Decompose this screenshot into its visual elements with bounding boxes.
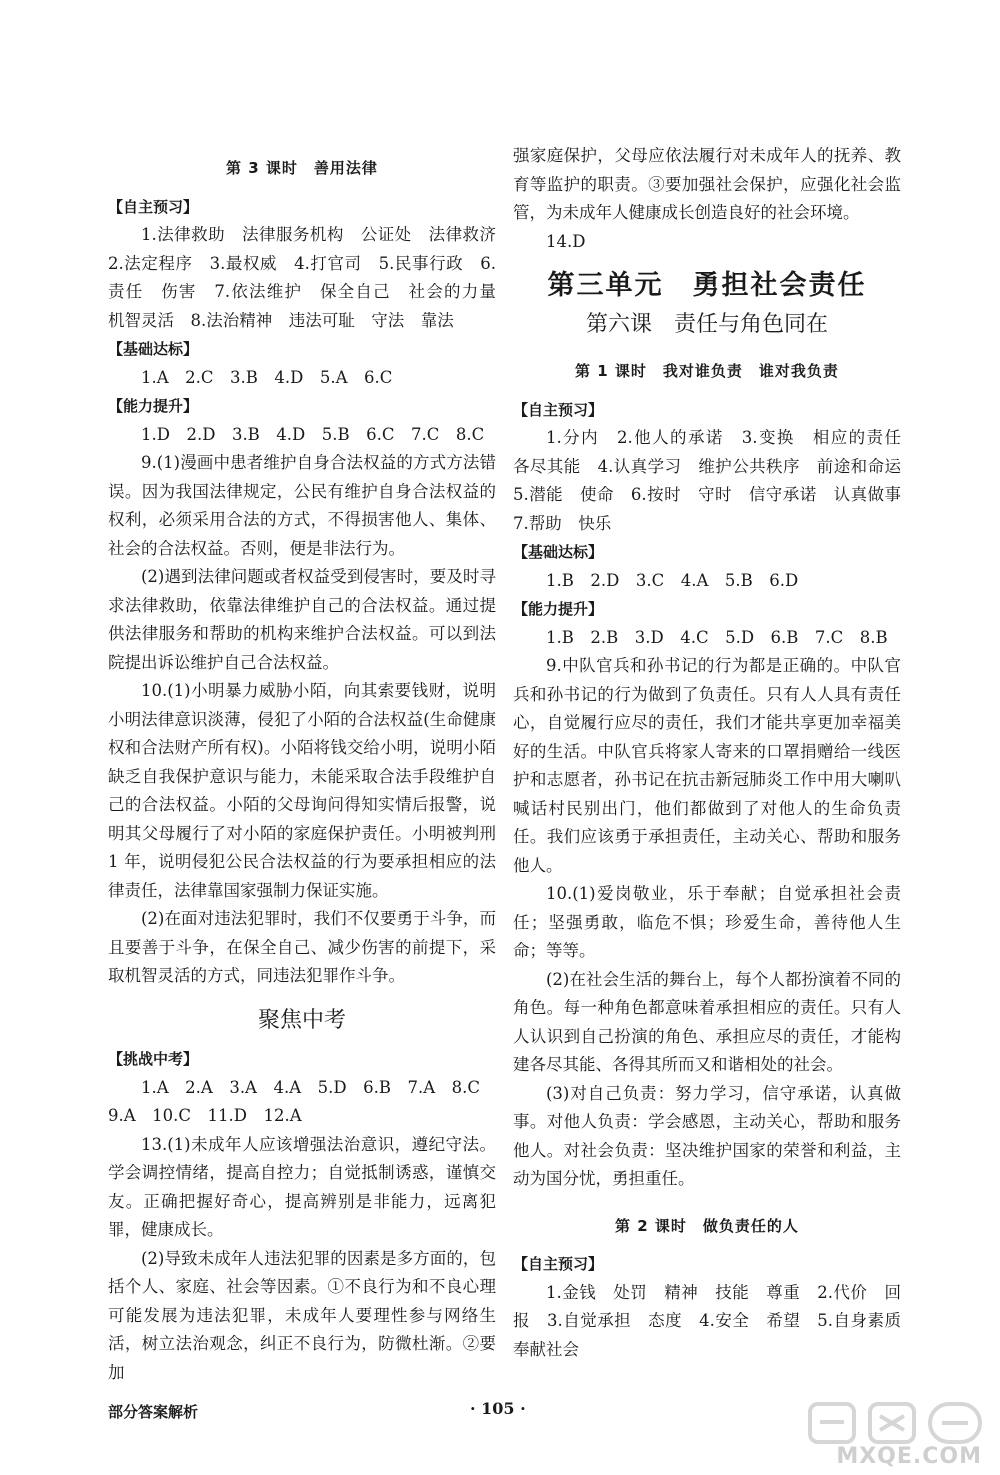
answer-q14: 14.D	[546, 231, 586, 251]
lesson-heading: 第六课 责任与角色同在	[585, 311, 828, 337]
left-column	[108, 148, 513, 1387]
answer-q13-part1: 13.(1)未成年人应该增强法治意识，遵纪守法。学会调控情绪，提高自控力；自觉抵制诱惑，谨慎交友。正确把握好奇心，提高辨别是非能力，远离犯罪，健康成长。	[108, 1134, 496, 1239]
section-heading-preview: 【自主预习】	[108, 197, 199, 216]
focus-exam-heading: 聚焦中考	[257, 1007, 346, 1033]
basic-answers: 1.B 2.D 3.C 4.A 5.B 6.D	[546, 570, 799, 590]
answer-q13-continued: 强家庭保护，父母应依法履行对未成年人的抚养、教育等监护的职责。③要加强社会保护，应强化社会监管，为未成年人健康成长创造良好的社会环境。	[513, 146, 901, 222]
unit-title: 第三单元 勇担社会责任	[547, 270, 867, 301]
lesson-title-2: 第 2 课时 做负责任的人	[615, 1216, 799, 1235]
preview-answers-1: 1.分内 2.他人的承诺 3.变换 相应的责任 各尽其能 4.认真学习 维护公共秩序 前途和命运 5.潜能 使命 6.按时 守时 信守承诺 认真做事 7.帮助 快乐	[513, 428, 918, 533]
challenge-answers-2: 9.A 10.C 11.D 12.A	[108, 1106, 302, 1125]
ability-answers: 1.B 2.B 3.D 4.C 5.D 6.B 7.C 8.B	[546, 627, 888, 647]
lesson-title-1: 第 1 课时 我对谁负责 谁对我负责	[575, 362, 839, 380]
answer-q9-part2: (2)遇到法律问题或者权益受到侵害时，要及时寻求法律救助，依靠法律维护自己的合法权益。通过提供法律服务和帮助的机构来维护合法权益。可以到法院提出诉讼维护自己合法权益。	[108, 567, 496, 672]
section-heading-preview-1: 【自主预习】	[513, 400, 604, 419]
answer-q9-part1: 9.(1)漫画中患者维护自身合法权益的方式方法错误。因为我国法律规定，公民有维护自身合法权益的权利，必须采用合法的方式，不得损害他人、集体、社会的合法权益。否则，便是非法行为。	[108, 453, 496, 558]
watermark	[808, 1400, 986, 1470]
watermark-text: MXQE.COM	[836, 1444, 982, 1469]
watermark-logo-icon	[808, 1400, 986, 1446]
preview-answers-2: 1.金钱 处罚 精神 技能 尊重 2.代价 回报 3.自觉承担 态度 4.安全 希望 5.自身素质 奉献社会	[513, 1282, 918, 1359]
answer-q13-part2: (2)导致未成年人违法犯罪的因素是多方面的，包括个人、家庭、社会等因素。①不良行为和不良心理可能发展为违法犯罪，未成年人要理性参与网络生活，树立法治观念，纠正不良行为，防微杜渐。②要加	[108, 1248, 496, 1382]
right-column	[513, 142, 918, 1364]
section-heading-challenge: 【挑战中考】	[108, 1050, 199, 1068]
section-heading-ability: 【能力提升】	[513, 600, 604, 618]
page-number: · 105 ·	[470, 1399, 526, 1418]
lesson-title: 第 3 课时 善用法律	[226, 159, 378, 177]
section-heading-ability: 【能力提升】	[108, 397, 199, 415]
challenge-answers-1: 1.A 2.A 3.A 4.A 5.D 6.B 7.A 8.C	[141, 1077, 480, 1097]
footer-label: 部分答案解析	[108, 1403, 199, 1421]
answer-q10-part2: (2)在面对违法犯罪时，我们不仅要勇于斗争，而且要善于斗争，在保全自己、减少伤害的前提下，采取机智灵活的方式，同违法犯罪作斗争。	[108, 909, 496, 985]
section-heading-basic: 【基础达标】	[513, 543, 604, 561]
preview-answers: 1.法律救助 法律服务机构 公证处 法律救济 2.法定程序 3.最权威 4.打官司 5.民事行政 6.责任 伤害 7.依法维护 保全自己 社会的力量 机智灵活 8.法治精神 违法可耻 守法 靠法	[108, 225, 513, 330]
answer-q10-part1: 10.(1)爱岗敬业，乐于奉献；自觉承担社会责任；坚强勇敢，临危不惧；珍爱生命，善待他人生命；等等。	[513, 884, 901, 960]
basic-answers: 1.A 2.C 3.B 4.D 5.A 6.C	[141, 367, 393, 387]
section-heading-basic: 【基础达标】	[108, 340, 199, 358]
answer-q10-part2: (2)在社会生活的舞台上，每个人都扮演着不同的角色。每一种角色都意味着承担相应的责任。只有人人认识到自己扮演的角色、承担应尽的责任，才能构建各尽其能、各得其所而又和谐相处的社会。	[513, 969, 901, 1074]
answer-q10-part1: 10.(1)小明暴力威胁小陌，向其索要钱财，说明小明法律意识淡薄，侵犯了小陌的合法权益(生命健康权和合法财产所有权)。小陌将钱交给小明，说明小陌缺乏自我保护意识与能力，未能采取合法手段维护自己的合法权益。小陌的父母询问得知实情后报警，说明其父母履行了对小陌的家庭保护责任。小明被判刑 1 年，说明侵犯公民合法权益的行为要承担相应的法律责任，法律靠国家强制力保证实施。	[108, 681, 496, 900]
answer-q9: 9.中队官兵和孙书记的行为都是正确的。中队官兵和孙书记的行为做到了负责任。只有人人具有责任心，自觉履行应尽的责任，我们才能共享更加幸福美好的生活。中队官兵将家人寄来的口罩捐赠给一线医护和志愿者，孙书记在抗击新冠肺炎工作中用大喇叭喊话村民别出门，他们都做到了对他人的生命负责任。我们应该勇于承担责任，主动关心、帮助和服务他人。	[513, 656, 901, 875]
answer-q10-part3: (3)对自己负责：努力学习，信守承诺，认真做事。对他人负责：学会感恩，主动关心，帮助和服务他人。对社会负责：坚决维护国家的荣誉和利益，主动为国分忧，勇担重任。	[513, 1083, 901, 1188]
section-heading-preview-2: 【自主预习】	[513, 1255, 604, 1273]
ability-answers: 1.D 2.D 3.B 4.D 5.B 6.C 7.C 8.C	[141, 424, 485, 444]
